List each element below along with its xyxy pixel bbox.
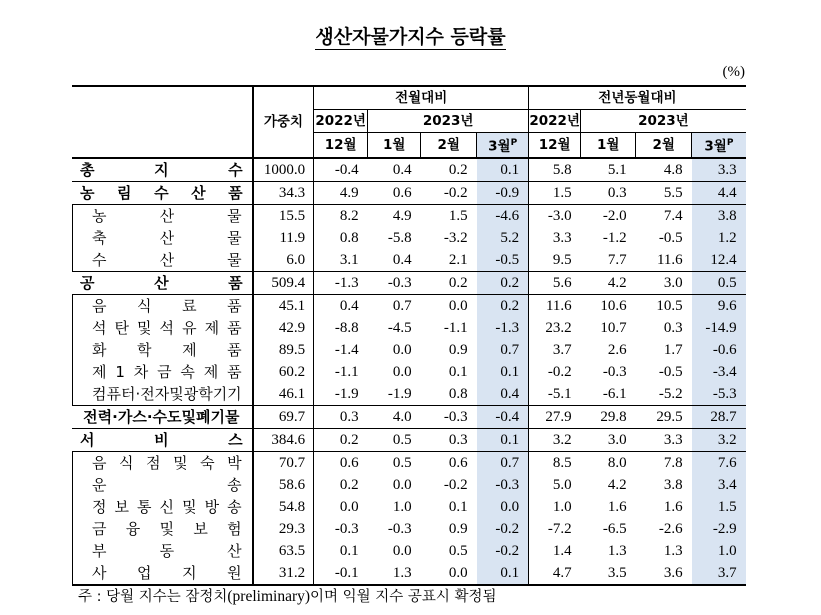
table-row xyxy=(72,158,746,182)
row-label: 서 비 스 xyxy=(72,428,253,451)
mom-cell: 8.2 xyxy=(314,204,368,227)
mom-cell: -3.2 xyxy=(443,229,468,246)
mom-cell: -0.3 xyxy=(368,271,421,294)
mom-cell: 0.6 xyxy=(314,451,368,474)
row-label: 수 산 물 xyxy=(72,249,253,272)
yoy-cell: 11.6 xyxy=(656,251,683,268)
row-label: 공 산 품 xyxy=(72,271,253,294)
yoy-cell: -5.2 xyxy=(658,385,683,402)
yoy-cell: -0.2 xyxy=(529,361,581,383)
weight-cell: 15.5 xyxy=(253,204,314,227)
mom-cell: 0.1 xyxy=(314,540,368,562)
weight-cell: 42.9 xyxy=(253,317,314,339)
weight-cell: 46.1 xyxy=(253,383,314,406)
table-body xyxy=(72,158,746,585)
mom-cell: 0.4 xyxy=(392,251,412,268)
row-label: 사 업 지 원 xyxy=(72,562,253,585)
yoy-cell: 4.8 xyxy=(663,161,683,178)
mom-cell: -1.9 xyxy=(314,383,368,406)
weight-cell: 509.4 xyxy=(253,271,314,294)
unit-label: (%) xyxy=(722,64,745,80)
weight-cell: 45.1 xyxy=(253,294,314,317)
yoy-cell: 23.2 xyxy=(529,317,581,339)
yoy-cell: 5.6 xyxy=(529,271,581,294)
row-label: 축 산 물 xyxy=(72,227,253,249)
table-row xyxy=(72,271,746,294)
yoy-cell: 0.5 xyxy=(692,271,746,294)
yoy-cell: 3.4 xyxy=(692,474,746,496)
mom-cell: 4.0 xyxy=(368,405,421,428)
mom-cell: 0.1 xyxy=(448,498,468,515)
mom-cell: 0.2 xyxy=(477,271,529,294)
mom-cell: -1.3 xyxy=(477,317,529,339)
yoy-cell: -1.2 xyxy=(602,229,627,246)
mom-cell: 5.2 xyxy=(477,227,529,249)
mom-cell: -0.4 xyxy=(314,158,368,182)
mom-cell: -1.1 xyxy=(443,319,468,336)
mom-cell: 0.2 xyxy=(314,428,368,451)
yoy-cell: 10.7 xyxy=(600,319,627,336)
mom-cell: -0.5 xyxy=(477,249,529,272)
table-row xyxy=(72,294,746,317)
weight-cell: 60.2 xyxy=(253,361,314,383)
yoy-cell: 3.0 xyxy=(581,428,636,451)
mom-cell: 4.9 xyxy=(368,204,421,227)
yoy-cell: 1.6 xyxy=(607,498,627,515)
yoy-cell: 10.5 xyxy=(636,294,692,317)
table-row xyxy=(72,339,746,361)
table-row xyxy=(72,181,746,204)
mom-cell: 0.3 xyxy=(421,428,477,451)
weight-cell: 58.6 xyxy=(253,474,314,496)
mom-cell: 0.1 xyxy=(477,361,529,383)
yoy-cell: -0.6 xyxy=(692,339,746,361)
mom-cell: 3.1 xyxy=(314,249,368,272)
row-label: 총 지 수 xyxy=(80,160,243,179)
yoy-cell: -3.0 xyxy=(529,204,581,227)
yoy-cell: 7.6 xyxy=(692,451,746,474)
mom-cell: -1.1 xyxy=(314,361,368,383)
row-label: 농 림 수 산 품 xyxy=(72,181,253,204)
mom-cell: 0.0 xyxy=(421,294,477,317)
yoy-cell: -0.5 xyxy=(658,363,683,380)
header-month: 2월 xyxy=(421,133,477,158)
yoy-cell: 2.6 xyxy=(607,341,627,358)
mom-cell: -0.2 xyxy=(443,476,468,493)
page-title: 생산자물가지수 등락률 xyxy=(315,26,506,48)
yoy-cell: 1.5 xyxy=(529,181,581,204)
table-row xyxy=(72,474,746,496)
mom-cell: 0.0 xyxy=(477,496,529,518)
yoy-cell: -2.0 xyxy=(581,204,636,227)
weight-cell: 1000.0 xyxy=(253,158,314,182)
header-month: 2월 xyxy=(636,133,692,158)
mom-cell: -5.8 xyxy=(387,229,412,246)
header-month: 12월 xyxy=(314,133,368,158)
yoy-cell: 5.0 xyxy=(529,474,581,496)
mom-cell: 0.5 xyxy=(368,428,421,451)
mom-cell: -0.2 xyxy=(421,181,477,204)
table-row xyxy=(72,405,746,428)
yoy-cell: 1.2 xyxy=(692,227,746,249)
mom-cell: 0.9 xyxy=(448,341,468,358)
yoy-cell: -2.6 xyxy=(658,520,683,537)
mom-cell: 0.1 xyxy=(477,562,529,585)
ppi-table xyxy=(72,85,746,586)
header-month-prelim: 3월$^P$ xyxy=(692,133,746,158)
yoy-cell: -0.3 xyxy=(602,363,627,380)
yoy-cell: -14.9 xyxy=(692,317,746,339)
mom-cell: 0.3 xyxy=(314,405,368,428)
table-row xyxy=(72,496,746,518)
mom-cell: -0.9 xyxy=(477,181,529,204)
yoy-cell: 7.4 xyxy=(636,204,692,227)
yoy-cell: -6.1 xyxy=(602,385,627,402)
mom-cell: -1.4 xyxy=(314,339,368,361)
yoy-cell: 27.9 xyxy=(529,405,581,428)
weight-cell: 29.3 xyxy=(253,518,314,540)
table-row xyxy=(72,562,746,585)
header-month: 12월 xyxy=(529,133,581,158)
yoy-cell: 5.5 xyxy=(636,181,692,204)
mom-cell: -4.5 xyxy=(387,319,412,336)
mom-cell: 0.0 xyxy=(314,496,368,518)
row-label: 제 1 차 금 속 제 품 xyxy=(72,361,253,383)
table-row xyxy=(72,428,746,451)
row-label: 농 산 물 xyxy=(72,204,253,227)
mom-cell: 1.5 xyxy=(421,204,477,227)
yoy-cell: 1.5 xyxy=(692,496,746,518)
yoy-cell: -7.2 xyxy=(529,518,581,540)
mom-cell: -0.1 xyxy=(314,562,368,585)
mom-cell: -1.9 xyxy=(387,385,412,402)
mom-cell: 0.2 xyxy=(477,294,529,317)
yoy-cell: 1.3 xyxy=(607,542,627,559)
mom-cell: 0.1 xyxy=(448,363,468,380)
yoy-cell: 3.0 xyxy=(636,271,692,294)
yoy-cell: 3.7 xyxy=(529,339,581,361)
yoy-cell: 4.7 xyxy=(529,562,581,585)
mom-cell: 0.8 xyxy=(448,385,468,402)
header-weight: 가중치 xyxy=(253,86,314,158)
row-label: 컴퓨터·전자및광학기기 xyxy=(72,383,253,406)
mom-cell: 0.8 xyxy=(314,227,368,249)
yoy-cell: 7.7 xyxy=(607,251,627,268)
mom-cell: 0.2 xyxy=(448,161,468,178)
table-row xyxy=(72,518,746,540)
mom-cell: 2.1 xyxy=(448,251,468,268)
row-label: 음 식 점 및 숙 박 xyxy=(72,451,253,474)
header-year-cur-yoy: 2023년 xyxy=(581,110,746,133)
mom-cell: 0.6 xyxy=(368,181,421,204)
row-label: 전력·가스·수도및폐기물 xyxy=(72,405,253,428)
header-year-cur-mom: 2023년 xyxy=(368,110,529,133)
mom-cell: -4.6 xyxy=(477,204,529,227)
mom-cell: -0.3 xyxy=(477,474,529,496)
mom-cell: 0.7 xyxy=(477,339,529,361)
table-row xyxy=(72,383,746,406)
mom-cell: -0.2 xyxy=(477,518,529,540)
mom-cell: 4.9 xyxy=(314,181,368,204)
mom-cell: 0.6 xyxy=(421,451,477,474)
mom-cell: -0.2 xyxy=(477,540,529,562)
table-row xyxy=(72,204,746,227)
mom-cell: 0.5 xyxy=(448,542,468,559)
yoy-cell: 3.2 xyxy=(529,428,581,451)
header-yoy: 전년동월대비 xyxy=(529,86,746,110)
yoy-cell: 1.6 xyxy=(663,498,683,515)
yoy-cell: -6.5 xyxy=(602,520,627,537)
weight-cell: 11.9 xyxy=(253,227,314,249)
weight-cell: 384.6 xyxy=(253,428,314,451)
yoy-cell: 3.8 xyxy=(692,204,746,227)
table-row xyxy=(72,317,746,339)
yoy-cell: 3.3 xyxy=(692,158,746,182)
yoy-cell: 1.0 xyxy=(529,496,581,518)
yoy-cell: 9.6 xyxy=(692,294,746,317)
yoy-cell: 1.3 xyxy=(663,542,683,559)
yoy-cell: 1.4 xyxy=(529,540,581,562)
yoy-cell: 29.8 xyxy=(581,405,636,428)
yoy-cell: 3.5 xyxy=(581,562,636,585)
yoy-cell: 29.5 xyxy=(636,405,692,428)
header-mom: 전월대비 xyxy=(314,86,529,110)
row-label: 음 식 료 품 xyxy=(72,294,253,317)
mom-cell: -1.3 xyxy=(314,271,368,294)
yoy-cell: 0.3 xyxy=(663,319,683,336)
yoy-cell: -0.5 xyxy=(658,229,683,246)
yoy-cell: -2.9 xyxy=(692,518,746,540)
mom-cell: -0.4 xyxy=(477,405,529,428)
header-year-prev-yoy: 2022년 xyxy=(529,110,581,133)
yoy-cell: -5.3 xyxy=(692,383,746,406)
yoy-cell: 8.0 xyxy=(581,451,636,474)
mom-cell: 0.1 xyxy=(477,158,529,182)
mom-cell: 1.3 xyxy=(368,562,421,585)
yoy-cell: 1.0 xyxy=(692,540,746,562)
row-label: 부 동 산 xyxy=(72,540,253,562)
row-label: 정 보 통 신 및 방 송 xyxy=(72,496,253,518)
mom-cell: 0.2 xyxy=(314,474,368,496)
mom-cell: 0.9 xyxy=(448,520,468,537)
yoy-cell: -5.1 xyxy=(529,383,581,406)
mom-cell: 0.0 xyxy=(392,341,412,358)
footnote: 주 : 당월 지수는 잠정치(preliminary)이며 익월 지수 공표시 확정됨 xyxy=(78,588,497,605)
yoy-cell: 3.3 xyxy=(636,428,692,451)
table-row xyxy=(72,227,746,249)
mom-cell: 0.4 xyxy=(314,294,368,317)
mom-cell: 0.4 xyxy=(392,161,412,178)
yoy-cell: 3.8 xyxy=(663,476,683,493)
yoy-cell: 4.4 xyxy=(692,181,746,204)
mom-cell: 0.7 xyxy=(368,294,421,317)
row-label: 화 학 제 품 xyxy=(72,339,253,361)
row-label: 석 탄 및 석 유 제 품 xyxy=(72,317,253,339)
weight-cell: 31.2 xyxy=(253,562,314,585)
yoy-cell: 5.1 xyxy=(607,161,627,178)
mom-cell: -8.8 xyxy=(314,317,368,339)
mom-cell: 0.0 xyxy=(392,363,412,380)
mom-cell: -0.3 xyxy=(421,405,477,428)
yoy-cell: 3.3 xyxy=(529,227,581,249)
mom-cell: -0.3 xyxy=(387,520,412,537)
mom-cell: 0.4 xyxy=(477,383,529,406)
table-row xyxy=(72,451,746,474)
weight-cell: 34.3 xyxy=(253,181,314,204)
yoy-cell: 4.2 xyxy=(581,271,636,294)
mom-cell: 0.0 xyxy=(421,562,477,585)
mom-cell: 0.0 xyxy=(392,542,412,559)
header-month: 1월 xyxy=(581,133,636,158)
table-row xyxy=(72,540,746,562)
yoy-cell: 4.2 xyxy=(607,476,627,493)
weight-cell: 70.7 xyxy=(253,451,314,474)
weight-cell: 69.7 xyxy=(253,405,314,428)
yoy-cell: -3.4 xyxy=(692,361,746,383)
yoy-cell: 12.4 xyxy=(692,249,746,272)
table-row xyxy=(72,361,746,383)
yoy-cell: 10.6 xyxy=(581,294,636,317)
yoy-cell: 3.2 xyxy=(692,428,746,451)
mom-cell: 0.5 xyxy=(368,451,421,474)
mom-cell: -0.3 xyxy=(314,518,368,540)
yoy-cell: 5.8 xyxy=(529,158,581,182)
yoy-cell: 28.7 xyxy=(692,405,746,428)
header-month: 1월 xyxy=(368,133,421,158)
header-month-prelim: 3월$^P$ xyxy=(477,133,529,158)
yoy-cell: 3.6 xyxy=(636,562,692,585)
header-blank xyxy=(72,86,253,158)
yoy-cell: 11.6 xyxy=(529,294,581,317)
row-label: 운 송 xyxy=(72,474,253,496)
yoy-cell: 1.7 xyxy=(663,341,683,358)
row-label: 금 융 및 보 험 xyxy=(72,518,253,540)
yoy-cell: 0.3 xyxy=(581,181,636,204)
weight-cell: 89.5 xyxy=(253,339,314,361)
table-row xyxy=(72,249,746,272)
mom-cell: 0.1 xyxy=(477,428,529,451)
mom-cell: 0.2 xyxy=(421,271,477,294)
weight-cell: 54.8 xyxy=(253,496,314,518)
mom-cell: 0.0 xyxy=(392,476,412,493)
mom-cell: 0.7 xyxy=(477,451,529,474)
header-year-prev-mom: 2022년 xyxy=(314,110,368,133)
weight-cell: 63.5 xyxy=(253,540,314,562)
yoy-cell: 7.8 xyxy=(636,451,692,474)
yoy-cell: 8.5 xyxy=(529,451,581,474)
yoy-cell: 3.7 xyxy=(692,562,746,585)
yoy-cell: 9.5 xyxy=(529,249,581,272)
mom-cell: 1.0 xyxy=(392,498,412,515)
weight-cell: 6.0 xyxy=(253,249,314,272)
